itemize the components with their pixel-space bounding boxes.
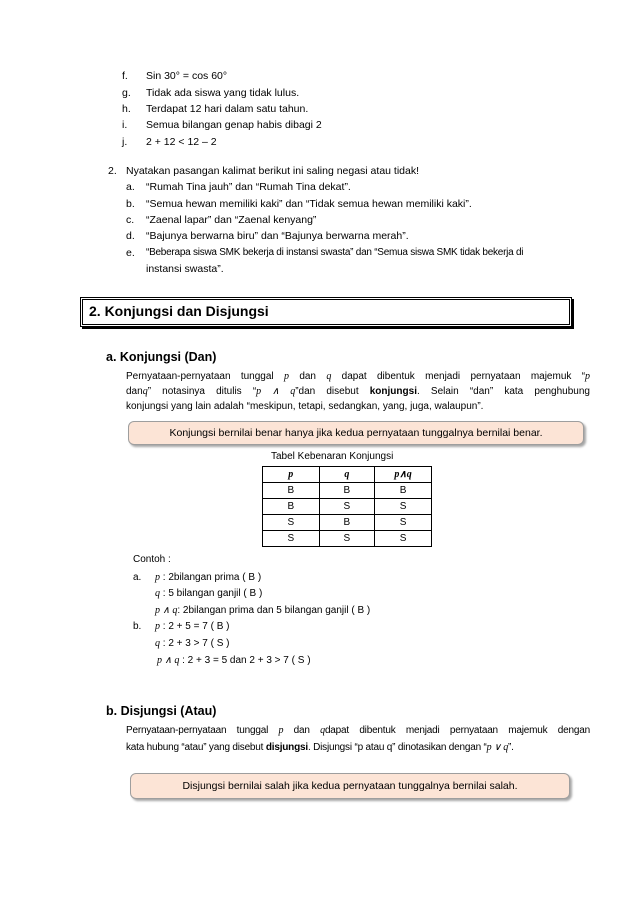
disjungsi-callout: Disjungsi bernilai salah jika kedua pernyataan tunggalnya bernilai salah. xyxy=(130,773,570,799)
list-marker: d. xyxy=(126,230,135,242)
list-item: “Zaenal lapar” dan “Zaenal kenyang” xyxy=(146,214,317,226)
list-marker: f. xyxy=(122,70,128,82)
table-row xyxy=(263,531,432,547)
section-title: 2. Konjungsi dan Disjungsi xyxy=(89,303,269,319)
list-item: Semua bilangan genap habis dibagi 2 xyxy=(146,119,322,131)
table-cell: B xyxy=(319,515,375,531)
example-line: q : 2 + 3 > 7 ( S ) xyxy=(155,638,230,649)
table-caption: Tabel Kebenaran Konjungsi xyxy=(271,451,394,462)
table-header-cell: p xyxy=(263,467,320,483)
list-marker: a. xyxy=(126,181,135,193)
list-marker: i. xyxy=(122,119,128,131)
table-row xyxy=(263,499,432,515)
konjungsi-callout: Konjungsi bernilai benar hanya jika kedua pernyataan tunggalnya bernilai benar. xyxy=(128,421,584,445)
table-header-cell: p∧q xyxy=(375,467,432,483)
table-cell: B xyxy=(263,483,320,499)
example-marker: b. xyxy=(133,621,142,632)
table-cell: B xyxy=(375,483,432,499)
table-cell: S xyxy=(375,531,432,547)
table-cell: S xyxy=(375,499,432,515)
list-item-continuation: instansi swasta”. xyxy=(146,263,224,275)
list-item: Sin 30° = cos 60° xyxy=(146,70,228,82)
table-header-cell: q xyxy=(319,467,375,483)
konjungsi-paragraph-line-2: danq” notasinya ditulis “p ∧ q”dan disebut konjungsi. Selain “dan” kata penghubung xyxy=(126,386,590,397)
list-item: Tidak ada siswa yang tidak lulus. xyxy=(146,87,300,99)
disjungsi-heading: b. Disjungsi (Atau) xyxy=(106,704,217,718)
example-line: p ∧ q: 2bilangan prima dan 5 bilangan ganjil ( B ) xyxy=(155,605,371,616)
table-cell: S xyxy=(319,531,375,547)
truth-table-konjungsi xyxy=(262,466,432,547)
list-marker: e. xyxy=(126,247,135,259)
list-item: “Beberapa siswa SMK bekerja di instansi swasta” dan “Semua siswa SMK tidak bekerja di xyxy=(146,247,524,258)
list-item: “Semua hewan memiliki kaki” dan “Tidak semua hewan memiliki kaki”. xyxy=(146,198,472,210)
list-item: 2 + 12 < 12 – 2 xyxy=(146,136,217,148)
list-marker: h. xyxy=(122,103,131,115)
list-marker: c. xyxy=(126,214,135,226)
list-item: Terdapat 12 hari dalam satu tahun. xyxy=(146,103,309,115)
disjungsi-paragraph-line-2: kata hubung “atau” yang disebut disjungsi. Disjungsi “p atau q” dinotasikan dengan “p ∨ q”. xyxy=(126,742,514,753)
list-item: “Rumah Tina jauh” dan “Rumah Tina dekat”. xyxy=(146,181,351,193)
disjungsi-paragraph-line-1: Pernyataan-pernyataan tunggal p dan qdapat dibentuk menjadi pernyataan majemuk dengan xyxy=(126,725,590,736)
section-header xyxy=(80,297,572,327)
example-line: p : 2bilangan prima ( B ) xyxy=(155,572,262,583)
table-cell: S xyxy=(375,515,432,531)
table-cell: B xyxy=(263,499,320,515)
example-line: q : 5 bilangan ganjil ( B ) xyxy=(155,588,263,599)
table-row xyxy=(263,483,432,499)
example-marker: a. xyxy=(133,572,142,583)
list-marker: b. xyxy=(126,198,135,210)
table-cell: B xyxy=(319,483,375,499)
list-item: “Bajunya berwarna biru” dan “Bajunya berwarna merah”. xyxy=(146,230,409,242)
table-cell: S xyxy=(319,499,375,515)
list-marker: j. xyxy=(122,136,128,148)
konjungsi-paragraph-line-3: konjungsi yang lain adalah “meskipun, tetapi, sedangkan, yang, juga, walaupun”. xyxy=(126,401,484,412)
table-row xyxy=(263,515,432,531)
example-line: p ∧ q : 2 + 3 = 5 dan 2 + 3 > 7 ( S ) xyxy=(157,655,311,666)
question-text: Nyatakan pasangan kalimat berikut ini saling negasi atau tidak! xyxy=(126,165,420,177)
question-number: 2. xyxy=(108,165,117,177)
table-header-row xyxy=(263,467,432,483)
konjungsi-heading: a. Konjungsi (Dan) xyxy=(106,350,217,364)
table-cell: S xyxy=(263,531,320,547)
konjungsi-paragraph-line-1: Pernyataan-pernyataan tunggal p dan q dapat dibentuk menjadi pernyataan majemuk “p xyxy=(126,371,591,382)
table-cell: S xyxy=(263,515,320,531)
example-line: p : 2 + 5 = 7 ( B ) xyxy=(155,621,230,632)
contoh-label: Contoh : xyxy=(133,554,171,565)
list-marker: g. xyxy=(122,87,131,99)
